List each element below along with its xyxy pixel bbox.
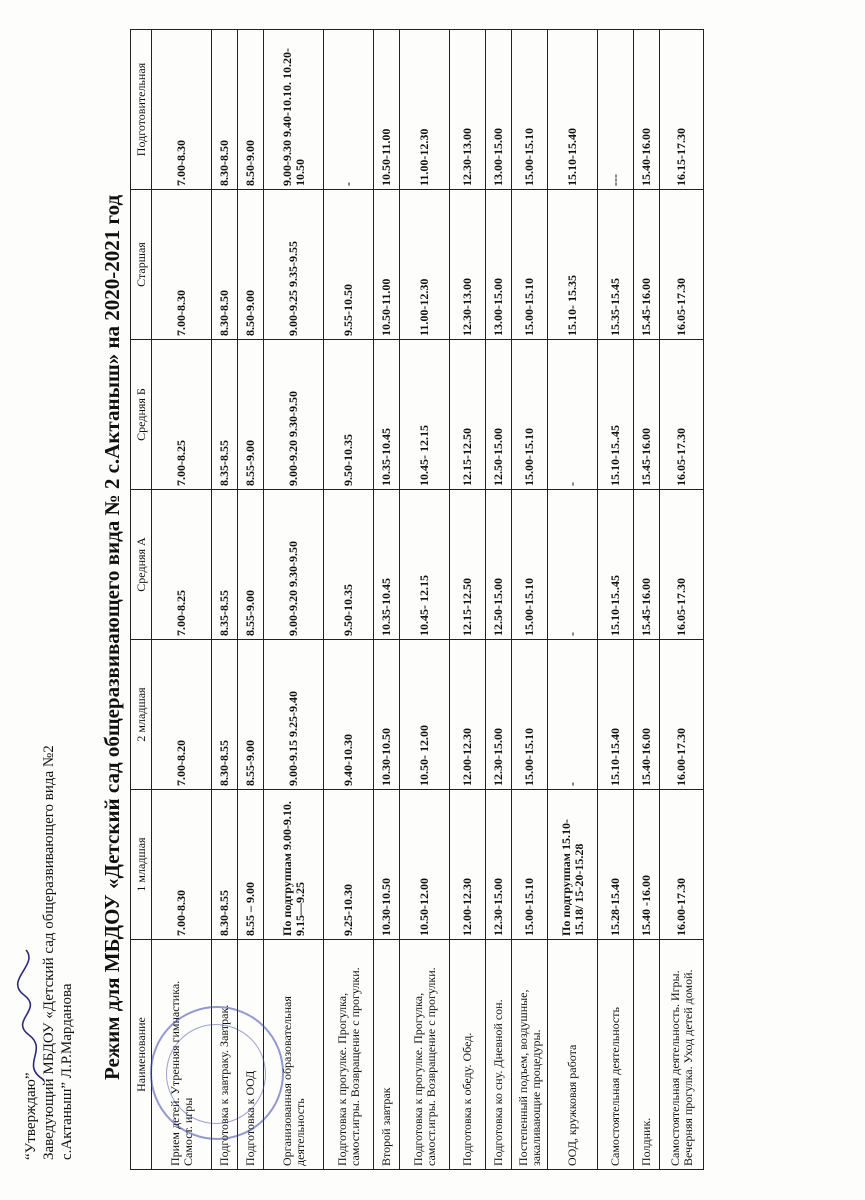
activity-name: Постепенный подъем, воздушные, закаливающие процедуры. xyxy=(512,940,548,1170)
time-cell: 10.45- 12.15 xyxy=(400,490,450,640)
time-cell: 15.10- 15.35 xyxy=(548,190,598,340)
time-cell: 12.30-15.00 xyxy=(486,640,512,790)
time-cell: 10.30-10.50 xyxy=(374,640,400,790)
time-cell: 9.00-9.20 9.30-9.50 xyxy=(264,340,324,490)
activity-name: Самостоятельная деятельность xyxy=(598,940,634,1170)
time-cell: 9.00-9.15 9.25-9.40 xyxy=(264,640,324,790)
activity-name: Прием детей. Утренняя гимнастика. Самост. игры xyxy=(152,940,212,1170)
time-cell: 9.50-10.35 xyxy=(324,490,374,640)
time-cell: 12.50-15.00 xyxy=(486,340,512,490)
time-cell: 8.55 – 9.00 xyxy=(238,790,264,940)
time-cell: 8.55-9.00 xyxy=(238,340,264,490)
column-header: Наименование xyxy=(131,940,152,1170)
table-row xyxy=(400,30,450,1170)
time-cell: 12.15-12.50 xyxy=(450,340,486,490)
time-cell: 15.45-16.00 xyxy=(634,190,660,340)
time-cell: 11.00-12.30 xyxy=(400,30,450,190)
table-row xyxy=(512,30,548,1170)
time-cell: 8.35-8.55 xyxy=(212,340,238,490)
time-cell: 9.00-9.20 9.30-9.50 xyxy=(264,490,324,640)
activity-name: ООД, кружковая работа xyxy=(548,940,598,1170)
schedule-table xyxy=(130,29,704,1170)
time-cell: - xyxy=(548,490,598,640)
column-header: Старшая xyxy=(131,190,152,340)
time-cell: 10.35-10.45 xyxy=(374,490,400,640)
time-cell: 15.00-15.10 xyxy=(512,340,548,490)
time-cell: 10.50-11.00 xyxy=(374,30,400,190)
table-row xyxy=(548,30,598,1170)
time-cell: 16.00-17.30 xyxy=(660,790,704,940)
time-cell: 8.35-8.55 xyxy=(212,490,238,640)
time-cell: 9.40-10.30 xyxy=(324,640,374,790)
time-cell: 9.25-10.30 xyxy=(324,790,374,940)
time-cell: 8.55-9.00 xyxy=(238,640,264,790)
time-cell: 7.00-8.30 xyxy=(152,190,212,340)
time-cell: 12.30-13.00 xyxy=(450,190,486,340)
time-cell: 8.50-9.00 xyxy=(238,190,264,340)
time-cell: 15.10-15.40 xyxy=(548,30,598,190)
official-stamp xyxy=(150,1006,284,1140)
time-cell: 12.00-12.30 xyxy=(450,640,486,790)
table-row xyxy=(450,30,486,1170)
table-row xyxy=(598,30,634,1170)
table-header-row xyxy=(131,30,152,1170)
time-cell: По подгруппам 9.00-9.10. 9.15—9.25 xyxy=(264,790,324,940)
time-cell: 10.35-10.45 xyxy=(374,340,400,490)
table-row xyxy=(238,30,264,1170)
time-cell: 15.10-15..45 xyxy=(598,340,634,490)
time-cell: По подгруппам 15.10-15.18/ 15-20-15.28 xyxy=(548,790,598,940)
activity-name: Самостоятельная деятельность. Игры. Вечерняя прогулка. Уход детей домой. xyxy=(660,940,704,1170)
table-row xyxy=(486,30,512,1170)
column-header: Средняя Б xyxy=(131,340,152,490)
time-cell: 12.15-12.50 xyxy=(450,490,486,640)
time-cell: - xyxy=(548,340,598,490)
table-row xyxy=(374,30,400,1170)
time-cell: --- xyxy=(598,30,634,190)
time-cell: 8.55-9.00 xyxy=(238,490,264,640)
time-cell: 8.30-8.50 xyxy=(212,190,238,340)
time-cell: 15.10-15..45 xyxy=(598,490,634,640)
time-cell: 9.50-10.35 xyxy=(324,340,374,490)
time-cell: 16.00-17.30 xyxy=(660,640,704,790)
time-cell: 16.05-17.30 xyxy=(660,340,704,490)
time-cell: 13.00-15.00 xyxy=(486,30,512,190)
page-title: Режим для МБДОУ «Детский сад общеразвивающего вида № 2 с.Актаныш» на 2020-2021 год xyxy=(100,194,124,1080)
time-cell: 7.00-8.25 xyxy=(152,340,212,490)
time-cell: 16.05-17.30 xyxy=(660,490,704,640)
time-cell: 11.00-12.30 xyxy=(400,190,450,340)
time-cell: - xyxy=(324,30,374,190)
time-cell: 7.00-8.30 xyxy=(152,30,212,190)
activity-name: Подготовка к обеду. Обед. xyxy=(450,940,486,1170)
time-cell: 15.45-16.00 xyxy=(634,490,660,640)
time-cell: 12.50-15.00 xyxy=(486,490,512,640)
time-cell: 16.15-17.30 xyxy=(660,30,704,190)
time-cell: 15.45-16.00 xyxy=(634,340,660,490)
activity-name: Полдник. xyxy=(634,940,660,1170)
table-row xyxy=(212,30,238,1170)
time-cell: 15.40-16.00 xyxy=(634,30,660,190)
time-cell: 10.30-10.50 xyxy=(374,790,400,940)
table-row xyxy=(660,30,704,1170)
column-header: 2 младшая xyxy=(131,640,152,790)
time-cell: 9.55-10.50 xyxy=(324,190,374,340)
time-cell: 12.30-15.00 xyxy=(486,790,512,940)
table-row xyxy=(634,30,660,1170)
time-cell: 15.00-15.10 xyxy=(512,790,548,940)
time-cell: 15.10-15.40 xyxy=(598,640,634,790)
time-cell: 7.00-8.30 xyxy=(152,790,212,940)
time-cell: 10.45- 12.15 xyxy=(400,340,450,490)
time-cell: 9.00-9.30 9.40-10.10. 10.20-10.50 xyxy=(264,30,324,190)
activity-name: Подготовка к прогулке. Прогулка, самост.игры. Возвращение с прогулки. xyxy=(400,940,450,1170)
column-header: Средняя А xyxy=(131,490,152,640)
head-position-line: Заведующий МБДОУ «Детский сад общеразвивающего вида №2 xyxy=(41,745,57,1160)
time-cell: 15.35-15.45 xyxy=(598,190,634,340)
activity-name: Подготовка к прогулке. Прогулка, самост.игры. Возвращение с прогулки. xyxy=(324,940,374,1170)
time-cell: 10.50- 12.00 xyxy=(400,640,450,790)
activity-name: Подготовка ко сну. Дневной сон. xyxy=(486,940,512,1170)
time-cell: 15.00-15.10 xyxy=(512,190,548,340)
time-cell: 15.40 -16.00 xyxy=(634,790,660,940)
time-cell: 7.00-8.25 xyxy=(152,490,212,640)
activity-name: Второй завтрак xyxy=(374,940,400,1170)
time-cell: 12.00-12.30 xyxy=(450,790,486,940)
time-cell: 9.00-9.25 9.35-9.55 xyxy=(264,190,324,340)
approval-line: “Утверждаю” xyxy=(23,1072,39,1160)
time-cell: 8.30-8.55 xyxy=(212,640,238,790)
time-cell: 10.50-12.00 xyxy=(400,790,450,940)
time-cell: 15.00-15.10 xyxy=(512,30,548,190)
time-cell: 12.30-13.00 xyxy=(450,30,486,190)
time-cell: 8.30-8.55 xyxy=(212,790,238,940)
time-cell: 15.00-15.10 xyxy=(512,490,548,640)
time-cell: - xyxy=(548,640,598,790)
activity-name: Организованная образовательная деятельность xyxy=(264,940,324,1170)
time-cell: 8.30-8.50 xyxy=(212,30,238,190)
column-header: 1 младшая xyxy=(131,790,152,940)
time-cell: 15.40-16.00 xyxy=(634,640,660,790)
table-row xyxy=(324,30,374,1170)
time-cell: 10.50-11.00 xyxy=(374,190,400,340)
time-cell: 16.05-17.30 xyxy=(660,190,704,340)
table-row xyxy=(152,30,212,1170)
activity-name: Подготовка к завтраку. Завтрак. xyxy=(212,940,238,1170)
head-name-line: с.Актаныш” Л.Р.Марданова xyxy=(59,983,75,1160)
activity-name: Подготовка к ООД xyxy=(238,940,264,1170)
time-cell: 8.50-9.00 xyxy=(238,30,264,190)
table-row xyxy=(264,30,324,1170)
time-cell: 15.28-15.40 xyxy=(598,790,634,940)
time-cell: 13.00-15.00 xyxy=(486,190,512,340)
time-cell: 7.00-8.20 xyxy=(152,640,212,790)
time-cell: 15.00-15.10 xyxy=(512,640,548,790)
column-header: Подготовительная xyxy=(131,30,152,190)
